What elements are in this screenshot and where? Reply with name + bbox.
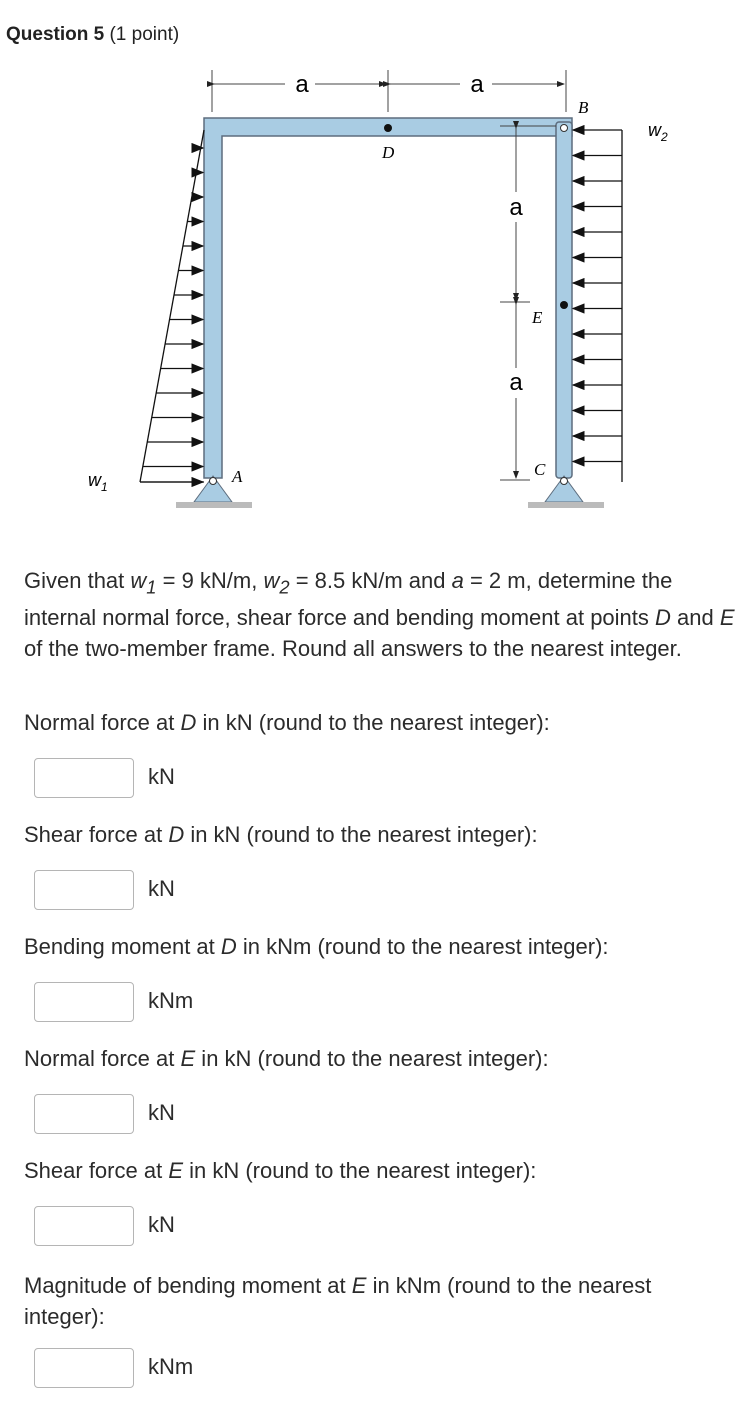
support-C <box>528 476 604 508</box>
part-6-label: Magnitude of bending moment at E in kNm (round to the nearest integer): <box>24 1273 652 1329</box>
bending-moment-d-input[interactable] <box>34 982 134 1022</box>
dim-a-upper: a <box>509 194 523 221</box>
top-dimension <box>212 70 566 112</box>
label-A: A <box>232 467 243 486</box>
label-w2: $w_2$ <box>648 120 668 144</box>
part-1-unit: kN <box>148 764 175 789</box>
shear-force-e-input[interactable] <box>34 1206 134 1246</box>
label-D: D <box>382 143 395 162</box>
normal-force-d-input[interactable] <box>34 758 134 798</box>
frame-figure <box>0 0 754 540</box>
part-3-unit: kNm <box>148 988 194 1013</box>
part-5-unit: kN <box>148 1212 175 1237</box>
label-E: E <box>532 308 543 327</box>
question-number: Question 5 <box>6 24 105 45</box>
w2-distributed-load <box>573 130 622 482</box>
dim-a-left: a <box>295 71 309 98</box>
part-1-label: Normal force at D in kN (round to the nearest integer): <box>24 710 550 735</box>
part-6-unit: kNm <box>148 1354 194 1379</box>
dim-a-right: a <box>470 71 484 98</box>
point-E-dot <box>560 301 568 309</box>
part-2-label: Shear force at D in kN (round to the nearest integer): <box>24 822 538 847</box>
part-5-label: Shear force at E in kN (round to the nearest integer): <box>24 1158 537 1183</box>
label-C: C <box>534 460 546 479</box>
pin-B <box>561 125 568 132</box>
shear-force-d-input[interactable] <box>34 870 134 910</box>
normal-force-e-input[interactable] <box>34 1094 134 1134</box>
frame-members <box>204 118 572 478</box>
point-D-dot <box>384 124 392 132</box>
label-w1: $w_1$ <box>88 470 108 494</box>
question-points: (1 point) <box>109 24 180 45</box>
problem-statement: Given that $w_1 = 9$ kN/m, $w_2 = 8.5$ kN/m and a = 2 m, determine the internal normal force, shear force and bending moment at points D and E of the two-member frame. Round all answers to the nearest integer. <box>24 568 735 662</box>
label-B: B <box>578 98 589 117</box>
part-3-label: Bending moment at D in kNm (round to the nearest integer): <box>24 934 609 959</box>
part-2-unit: kN <box>148 876 175 901</box>
part-4-label: Normal force at E in kN (round to the nearest integer): <box>24 1046 549 1071</box>
part-4-unit: kN <box>148 1100 175 1125</box>
w1-distributed-load <box>140 130 204 482</box>
bending-moment-e-input[interactable] <box>34 1348 134 1388</box>
right-dimension <box>500 126 556 480</box>
dim-a-lower: a <box>509 369 523 396</box>
